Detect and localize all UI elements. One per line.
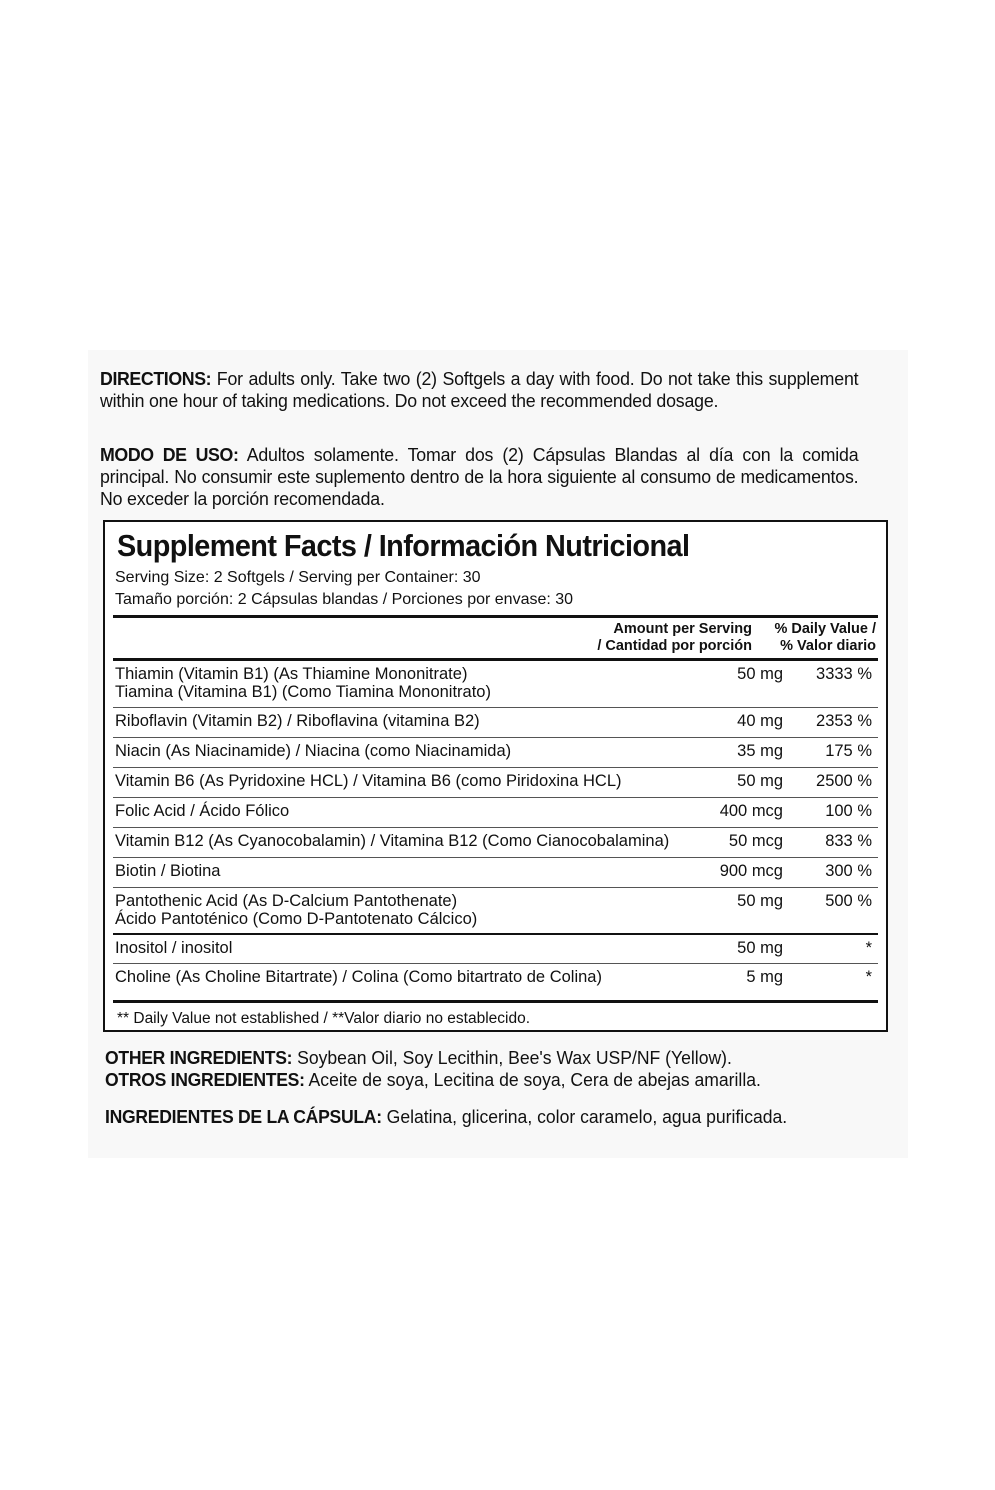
nutrient-daily-value: 3333 %: [816, 665, 872, 683]
nutrient-name: Thiamin (Vitamin B1) (As Thiamine Mononitrate) Tiamina (Vitamina B1) (Como Tiamina Mononitrato): [115, 665, 491, 701]
other-ingredients-label: OTHER INGREDIENTS:: [105, 1047, 293, 1068]
nutrient-amount: 900 mcg: [719, 862, 783, 880]
nutrient-name: Niacin (As Niacinamide) / Niacina (como Niacinamida): [115, 742, 512, 760]
nutrient-daily-value: 300 %: [825, 862, 872, 880]
nutrient-daily-value: 2500 %: [816, 772, 872, 790]
directions-paragraph: [100, 368, 858, 412]
nutrient-name: Folic Acid / Ácido Fólico: [115, 802, 290, 820]
nutrient-row: [113, 888, 878, 935]
capsule-ingredients: [105, 1106, 787, 1128]
nutrient-daily-value: 833 %: [825, 832, 872, 850]
other-ingredients-text: Soybean Oil, Soy Lecithin, Bee's Wax USP/NF (Yellow).: [292, 1047, 732, 1068]
amount-header-text: Amount per Serving / Cantidad por porción: [597, 621, 752, 654]
nutrient-amount: 50 mcg: [728, 832, 783, 850]
otros-ingredientes-label: OTROS INGREDIENTES:: [105, 1069, 305, 1090]
directions-text: For adults only. Take two (2) Softgels a day with food. Do not take this supplement within one hour of taking medications. Do not exceed the recommended dosage.: [100, 368, 859, 411]
nutrient-amount: 40 mg: [737, 712, 783, 730]
nutrient-row: [113, 964, 878, 994]
daily-value-header: [774, 621, 876, 655]
nutrient-name: Vitamin B12 (As Cyanocobalamin) / Vitamina B12 (Como Cianocobalamina): [115, 832, 670, 850]
amount-per-serving-header: [597, 621, 752, 655]
nutrient-name: Pantothenic Acid (As D-Calcium Pantothenate) Ácido Pantoténico (Como D-Pantotenato Cálcico): [115, 892, 478, 928]
nutrient-amount: 50 mg: [737, 892, 783, 910]
serving-size-es: Tamaño porción: 2 Cápsulas blandas / Porciones por envase: 30: [115, 591, 574, 608]
nutrient-daily-value: 2353 %: [816, 712, 872, 730]
nutrient-row: [113, 798, 878, 828]
nutrient-row: [113, 858, 878, 888]
modo-de-uso-paragraph: [100, 444, 858, 510]
other-ingredients-en: [105, 1047, 732, 1069]
nutrient-amount: 35 mg: [737, 742, 783, 760]
nutrient-daily-value: 175 %: [825, 742, 872, 760]
nutrient-daily-value: 500 %: [825, 892, 872, 910]
otros-ingredientes-text: Aceite de soya, Lecitina de soya, Cera de abejas amarilla.: [304, 1069, 761, 1090]
nutrient-daily-value: 100 %: [825, 802, 872, 820]
serving-size-en: Serving Size: 2 Softgels / Serving per Container: 30: [115, 569, 481, 586]
nutrient-name: Choline (As Choline Bitartrate) / Colina (Como bitartrato de Colina): [115, 968, 602, 986]
nutrient-row: [113, 661, 878, 708]
nutrient-name: Vitamin B6 (As Pyridoxine HCL) / Vitamina B6 (como Piridoxina HCL): [115, 772, 622, 790]
footer-rule: [113, 1000, 878, 1003]
nutrient-name: Riboflavin (Vitamin B2) / Riboflavina (vitamina B2): [115, 712, 480, 730]
otros-ingredientes-es: [105, 1069, 761, 1091]
footnote: ** Daily Value not established / **Valor diario no establecido.: [117, 1010, 531, 1027]
nutrient-amount: 50 mg: [737, 939, 783, 957]
nutrient-row: [113, 708, 878, 738]
nutrient-amount: 5 mg: [746, 968, 783, 986]
directions-label: DIRECTIONS:: [100, 368, 212, 389]
dv-header-text: % Daily Value / % Valor diario: [774, 621, 876, 654]
nutrient-daily-value: *: [865, 939, 872, 957]
nutrient-amount: 50 mg: [737, 772, 783, 790]
modo-de-uso-label: MODO DE USO:: [100, 444, 239, 465]
capsule-ingredients-text: Gelatina, glicerina, color caramelo, agua purificada.: [381, 1106, 788, 1127]
nutrient-daily-value: *: [865, 968, 872, 986]
nutrient-amount: 400 mcg: [719, 802, 783, 820]
nutrient-name: Inositol / inositol: [115, 939, 233, 957]
nutrient-row: [113, 828, 878, 858]
nutrient-row: [113, 738, 878, 768]
header-rule: [113, 615, 878, 618]
nutrient-name: Biotin / Biotina: [115, 862, 221, 880]
nutrient-row: [113, 768, 878, 798]
facts-title: Supplement Facts / Información Nutricional: [117, 528, 690, 563]
supplement-facts-panel: [103, 520, 888, 1032]
nutrient-row: [113, 935, 878, 964]
nutrient-amount: 50 mg: [737, 665, 783, 683]
capsule-ingredients-label: INGREDIENTES DE LA CÁPSULA:: [105, 1106, 382, 1127]
modo-de-uso-text: Adultos solamente. Tomar dos (2) Cápsulas Blandas al día con la comida principal. No consumir este suplemento dentro de la hora siguiente al consumo de medicamentos. No exceder la porción recomendada.: [100, 444, 859, 509]
